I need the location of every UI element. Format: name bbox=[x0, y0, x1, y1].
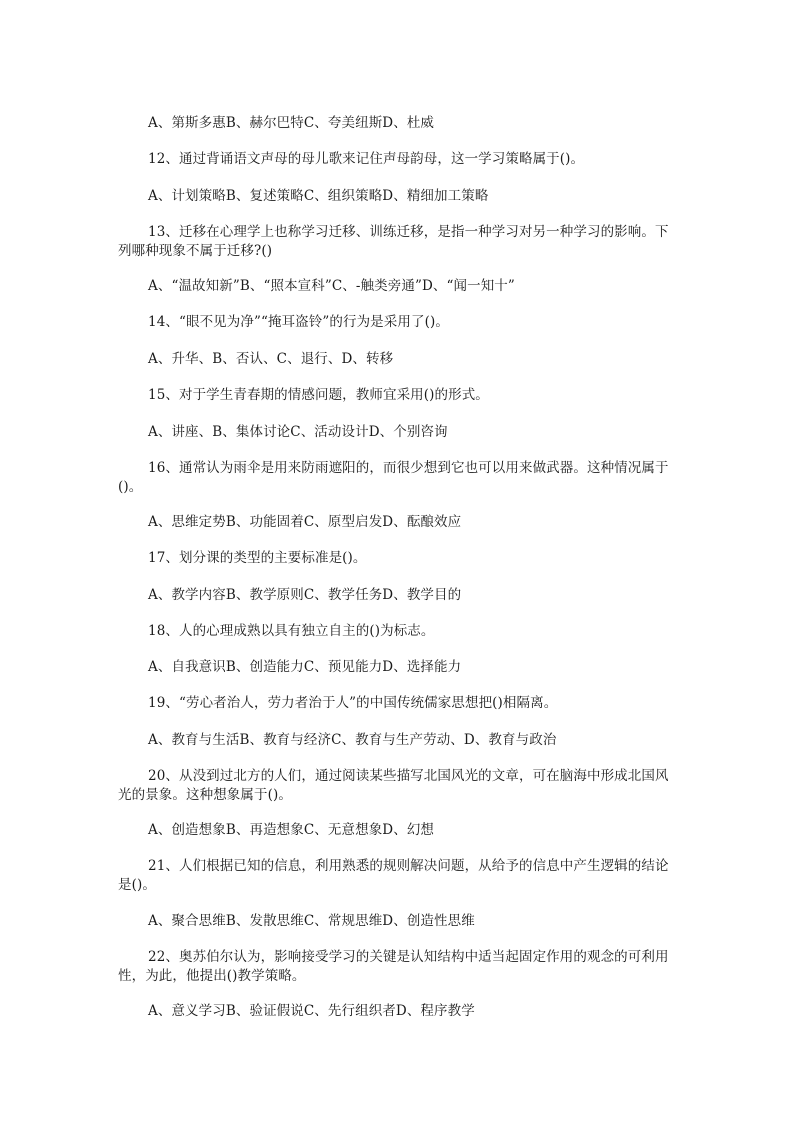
question-21: 21、人们根据已知的信息，利用熟悉的规则解决问题，从给予的信息中产生逻辑的结论是()。 bbox=[118, 858, 669, 893]
option-line-16: A、思维定势B、功能固着C、原型启发D、酝酿效应 bbox=[148, 514, 462, 530]
option-line-11: A、第斯多惠B、赫尔巴特C、夸美纽斯D、杜威 bbox=[148, 115, 435, 131]
question-20: 20、从没到过北方的人们，通过阅读某些描写北国风光的文章，可在脑海中形成北国风光的景象。这种想象属于()。 bbox=[118, 768, 669, 803]
question-15: 15、对于学生青春期的情感问题，教师宜采用()的形式。 bbox=[148, 387, 489, 403]
option-line-13: A、“温故知新”B、“照本宣科”C、-触类旁通”D、“闻一知十” bbox=[148, 278, 515, 294]
question-12: 12、通过背诵语文声母的母儿歌来记住声母韵母，这一学习策略属于()。 bbox=[148, 151, 585, 167]
option-line-22: A、意义学习B、验证假说C、先行组织者D、程序教学 bbox=[148, 1003, 475, 1019]
question-14: 14、“眼不见为净”“掩耳盗铃”的行为是采用了()。 bbox=[148, 314, 449, 330]
question-16: 16、通常认为雨伞是用来防雨遮阳的，而很少想到它也可以用来做武器。这种情况属于()。 bbox=[118, 460, 669, 495]
option-line-15: A、讲座、B、集体讨论C、活动设计D、个别咨询 bbox=[148, 424, 448, 440]
option-line-20: A、创造想象B、再造想象C、无意想象D、幻想 bbox=[148, 822, 435, 838]
question-18: 18、人的心理成熟以具有独立自主的()为标志。 bbox=[148, 623, 435, 639]
option-line-14: A、升华、B、否认、C、退行、D、转移 bbox=[148, 351, 394, 367]
option-line-17: A、教学内容B、教学原则C、教学任务D、教学目的 bbox=[148, 587, 462, 603]
question-19: 19、“劳心者治人，劳力者治于人”的中国传统儒家思想把()相隔离。 bbox=[148, 695, 558, 711]
option-line-18: A、自我意识B、创造能力C、预见能力D、选择能力 bbox=[148, 659, 462, 675]
question-13: 13、迁移在心理学上也称学习迁移、训练迁移，是指一种学习对另一种学习的影响。下列哪种现象不属于迁移?() bbox=[118, 224, 669, 259]
question-17: 17、划分课的类型的主要标准是()。 bbox=[148, 550, 367, 566]
option-line-19: A、教育与生活B、教育与经济C、教育与生产劳动、D、教育与政治 bbox=[148, 732, 557, 748]
option-line-12: A、计划策略B、复述策略C、组织策略D、精细加工策略 bbox=[148, 188, 489, 204]
question-22: 22、奥苏伯尔认为，影响接受学习的关键是认知结构中适当起固定作用的观念的可利用性，为此，他提出()教学策略。 bbox=[118, 949, 669, 984]
option-line-21: A、聚合思维B、发散思维C、常规思维D、创造性思维 bbox=[148, 913, 475, 929]
